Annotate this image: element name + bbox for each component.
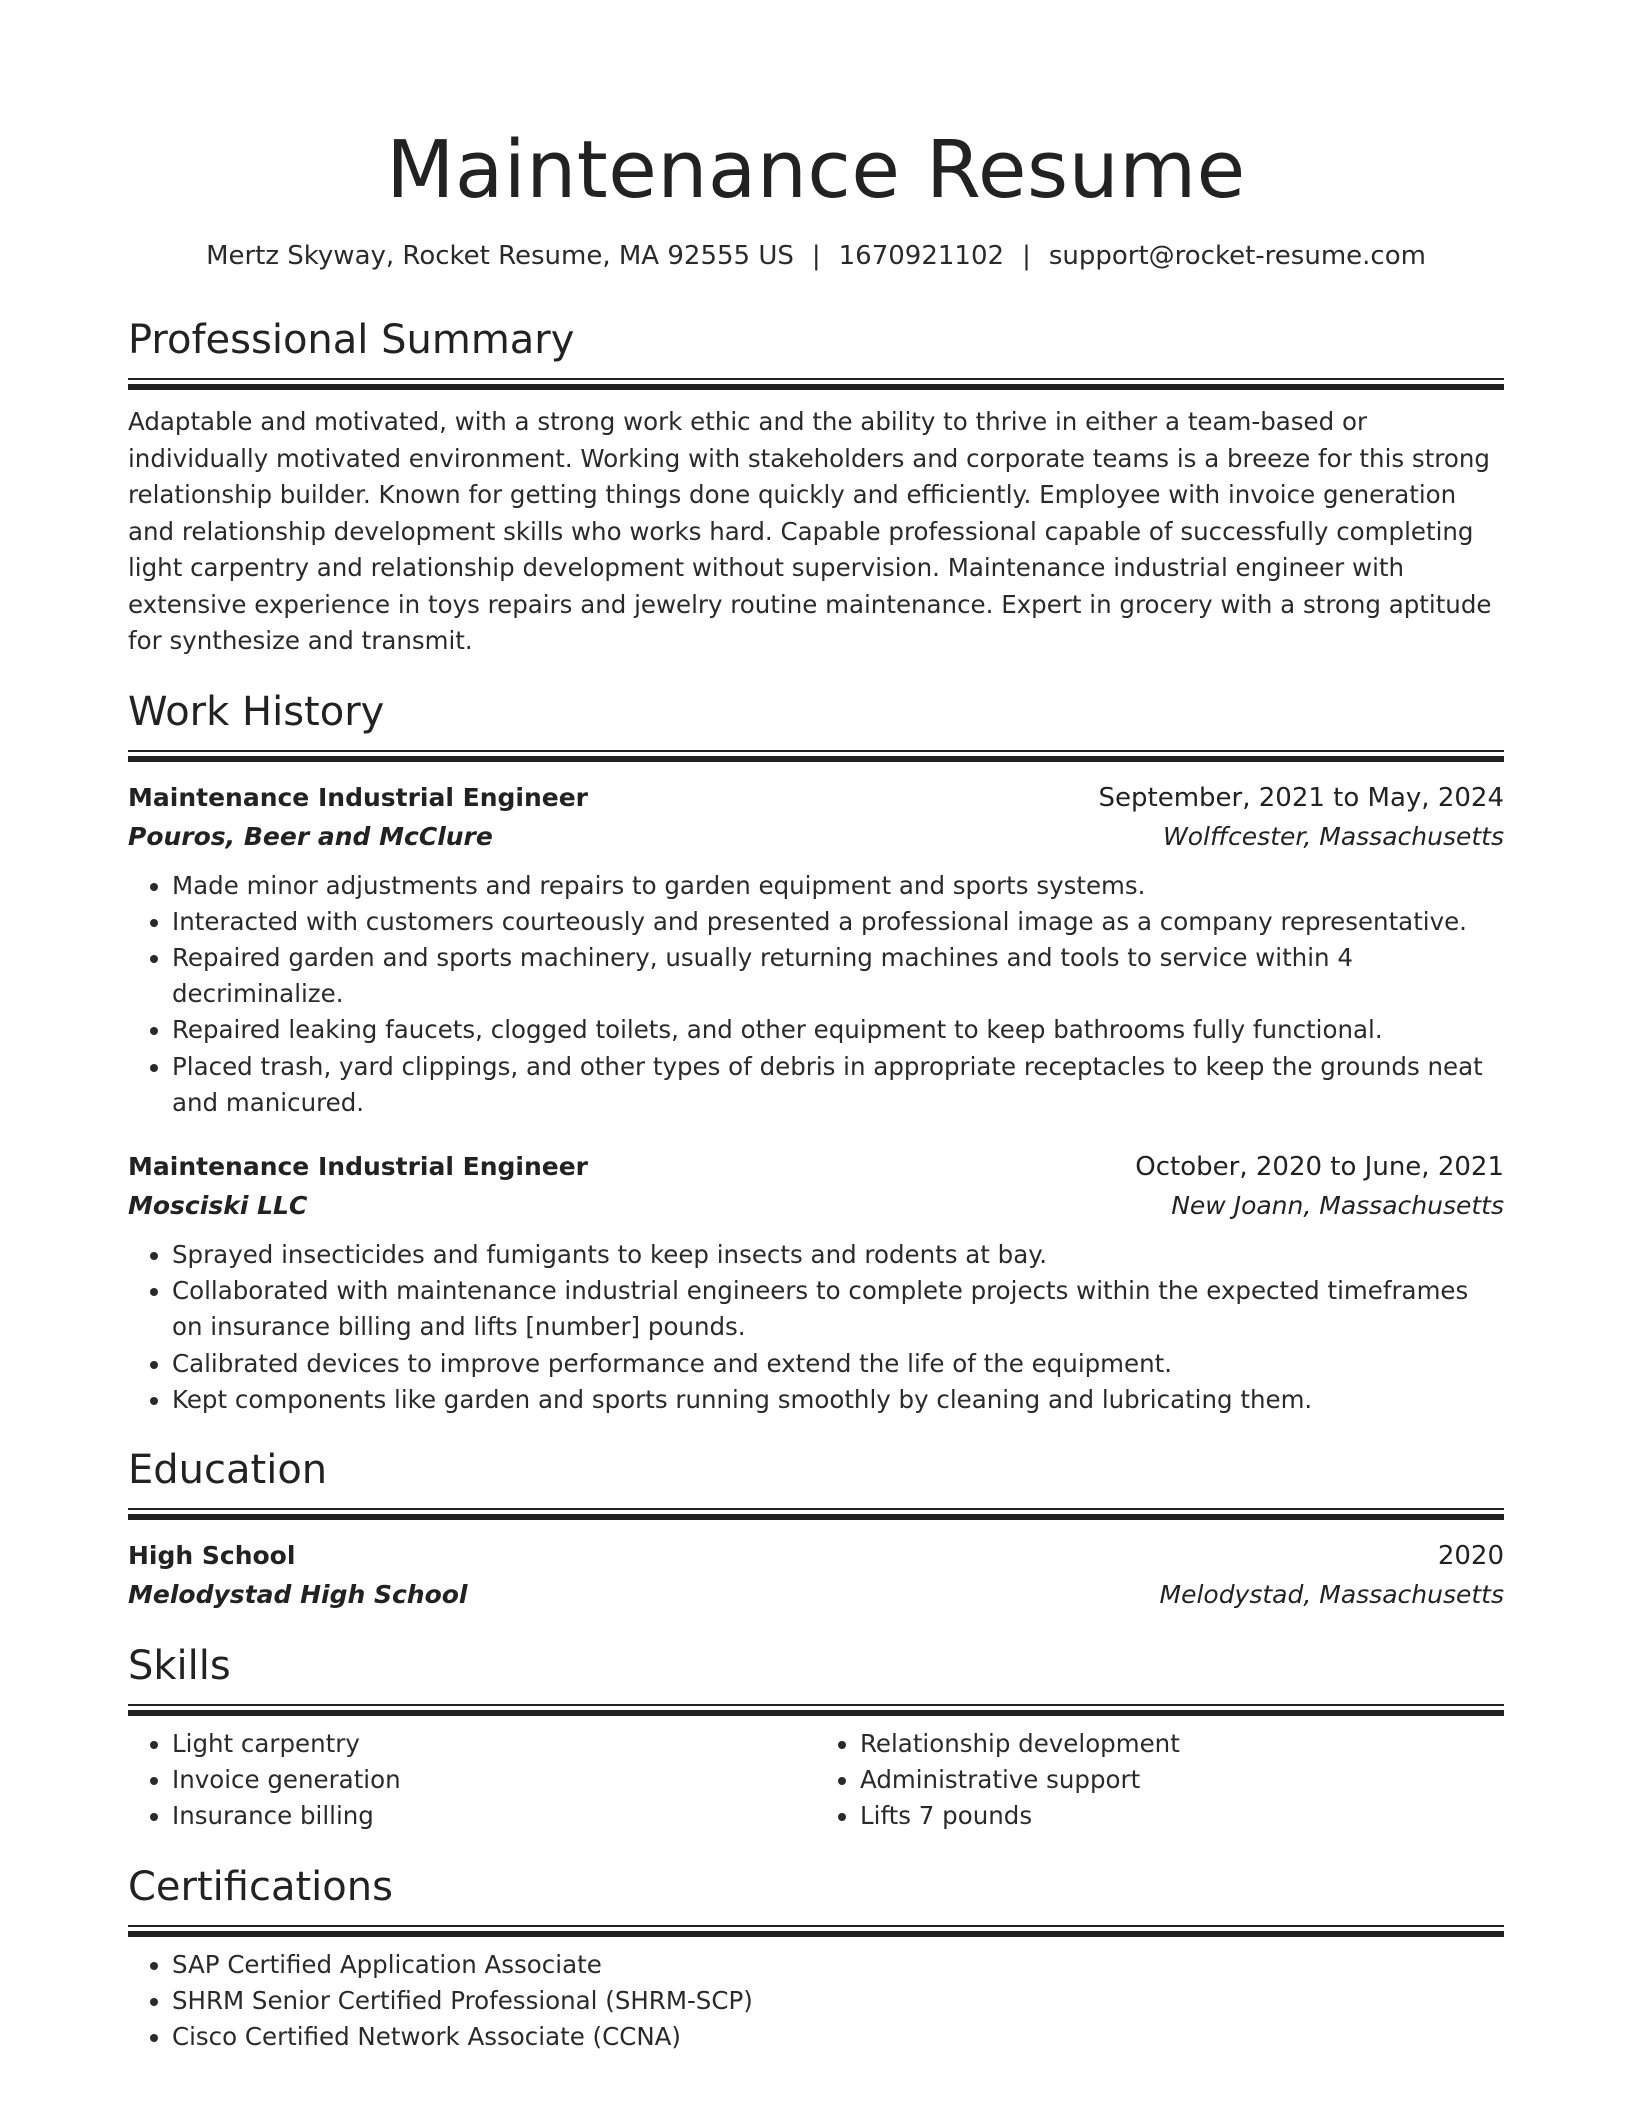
contact-phone: 1670921102 [838, 241, 1005, 271]
skills-list-left [128, 1726, 816, 1835]
skills-section [128, 1640, 1504, 1835]
contact-line [128, 238, 1504, 274]
section-divider [128, 1508, 1504, 1520]
job-title: Maintenance Industrial Engineer [128, 1151, 589, 1181]
education-entry [128, 1536, 1504, 1614]
section-divider [128, 750, 1504, 762]
summary-text: Adaptable and motivated, with a strong work ethic and the ability to thrive in either a team-based or individually motivated environment. Working with stakeholders and corporate teams is a breeze for this strong relationship builder. Known for getting things done quickly and efficiently. Employee with invoice generation and relationship development skills who works hard. Capable professional capable of successfully completing light carpentry and relationship development without supervision. Maintenance industrial engineer with extensive experience in toys repairs and jewelry routine maintenance. Expert in grocery with a strong aptitude for synthesize and transmit. [128, 407, 1492, 655]
list-item: • Sprayed insecticides and fumigants to keep insects and rodents at bay. [172, 1237, 1504, 1273]
list-item: • Relationship development [860, 1726, 1504, 1762]
section-divider [128, 378, 1504, 390]
job-entry [128, 778, 1504, 1121]
certifications-section [128, 1861, 1504, 2056]
job-company: Pouros, Beer and McClure [128, 821, 493, 851]
certifications-heading: Certifications [128, 1863, 393, 1910]
education-year: 2020 [1437, 1540, 1504, 1571]
contact-separator: | [811, 241, 821, 271]
section-divider [128, 1704, 1504, 1716]
list-item: • Interacted with customers courteously and presented a professional image as a company representative. [172, 904, 1504, 940]
list-item: • Insurance billing [172, 1798, 816, 1834]
education-section [128, 1444, 1504, 1614]
list-item: • Repaired garden and sports machinery, usually returning machines and tools to service within 4 decriminalize. [172, 940, 1504, 1012]
contact-separator: | [1022, 241, 1031, 271]
list-item: • Calibrated devices to improve performance and extend the life of the equipment. [172, 1346, 1504, 1382]
summary-section [128, 314, 1504, 660]
certifications-list [128, 1947, 1504, 2056]
list-item: • Light carpentry [172, 1726, 816, 1762]
work-history-heading: Work History [128, 688, 385, 735]
job-bullet-list [128, 868, 1504, 1121]
list-item: • Kept components like garden and sports running smoothly by cleaning and lubricating them. [172, 1382, 1504, 1418]
job-dates: October, 2020 to June, 2021 [1135, 1151, 1504, 1182]
skills-list-right [816, 1726, 1504, 1835]
education-location: Melodystad, Massachusetts [1159, 1579, 1504, 1609]
job-location: New Joann, Massachusetts [1171, 1190, 1504, 1220]
list-item: • Made minor adjustments and repairs to garden equipment and sports systems. [172, 868, 1504, 904]
list-item: • Repaired leaking faucets, clogged toilets, and other equipment to keep bathrooms fully functional. [172, 1012, 1504, 1048]
job-bullet-list [128, 1237, 1504, 1418]
education-school: Melodystad High School [128, 1579, 468, 1609]
job-dates: September, 2021 to May, 2024 [1098, 782, 1504, 813]
contact-email: support@rocket-resume.com [1048, 241, 1426, 271]
list-item: • SAP Certified Application Associate [172, 1947, 1504, 1983]
list-item: • Invoice generation [172, 1762, 816, 1798]
education-degree: High School [128, 1540, 296, 1570]
job-title: Maintenance Industrial Engineer [128, 782, 589, 812]
list-item: • Administrative support [860, 1762, 1504, 1798]
contact-address: Mertz Skyway, Rocket Resume, MA 92555 US [206, 241, 794, 271]
job-entry [128, 1147, 1504, 1418]
list-item: • Lifts 7 pounds [860, 1798, 1504, 1834]
skills-heading: Skills [128, 1642, 231, 1689]
list-item: • Collaborated with maintenance industrial engineers to complete projects within the expected timeframes on insurance billing and lifts [number] pounds. [172, 1273, 1504, 1345]
section-divider [128, 1925, 1504, 1937]
job-location: Wolffcester, Massachusetts [1163, 821, 1504, 851]
work-history-section [128, 686, 1504, 1418]
skills-grid [128, 1726, 1504, 1835]
list-item: • Placed trash, yard clippings, and other types of debris in appropriate receptacles to keep the grounds neat and manicured. [172, 1049, 1504, 1121]
education-heading: Education [128, 1446, 328, 1493]
list-item: • Cisco Certified Network Associate (CCNA) [172, 2019, 1504, 2055]
job-company: Mosciski LLC [128, 1190, 308, 1220]
summary-heading: Professional Summary [128, 317, 575, 363]
list-item: • SHRM Senior Certified Professional (SHRM-SCP) [172, 1983, 1504, 2019]
resume-title: Maintenance Resume [386, 124, 1246, 216]
